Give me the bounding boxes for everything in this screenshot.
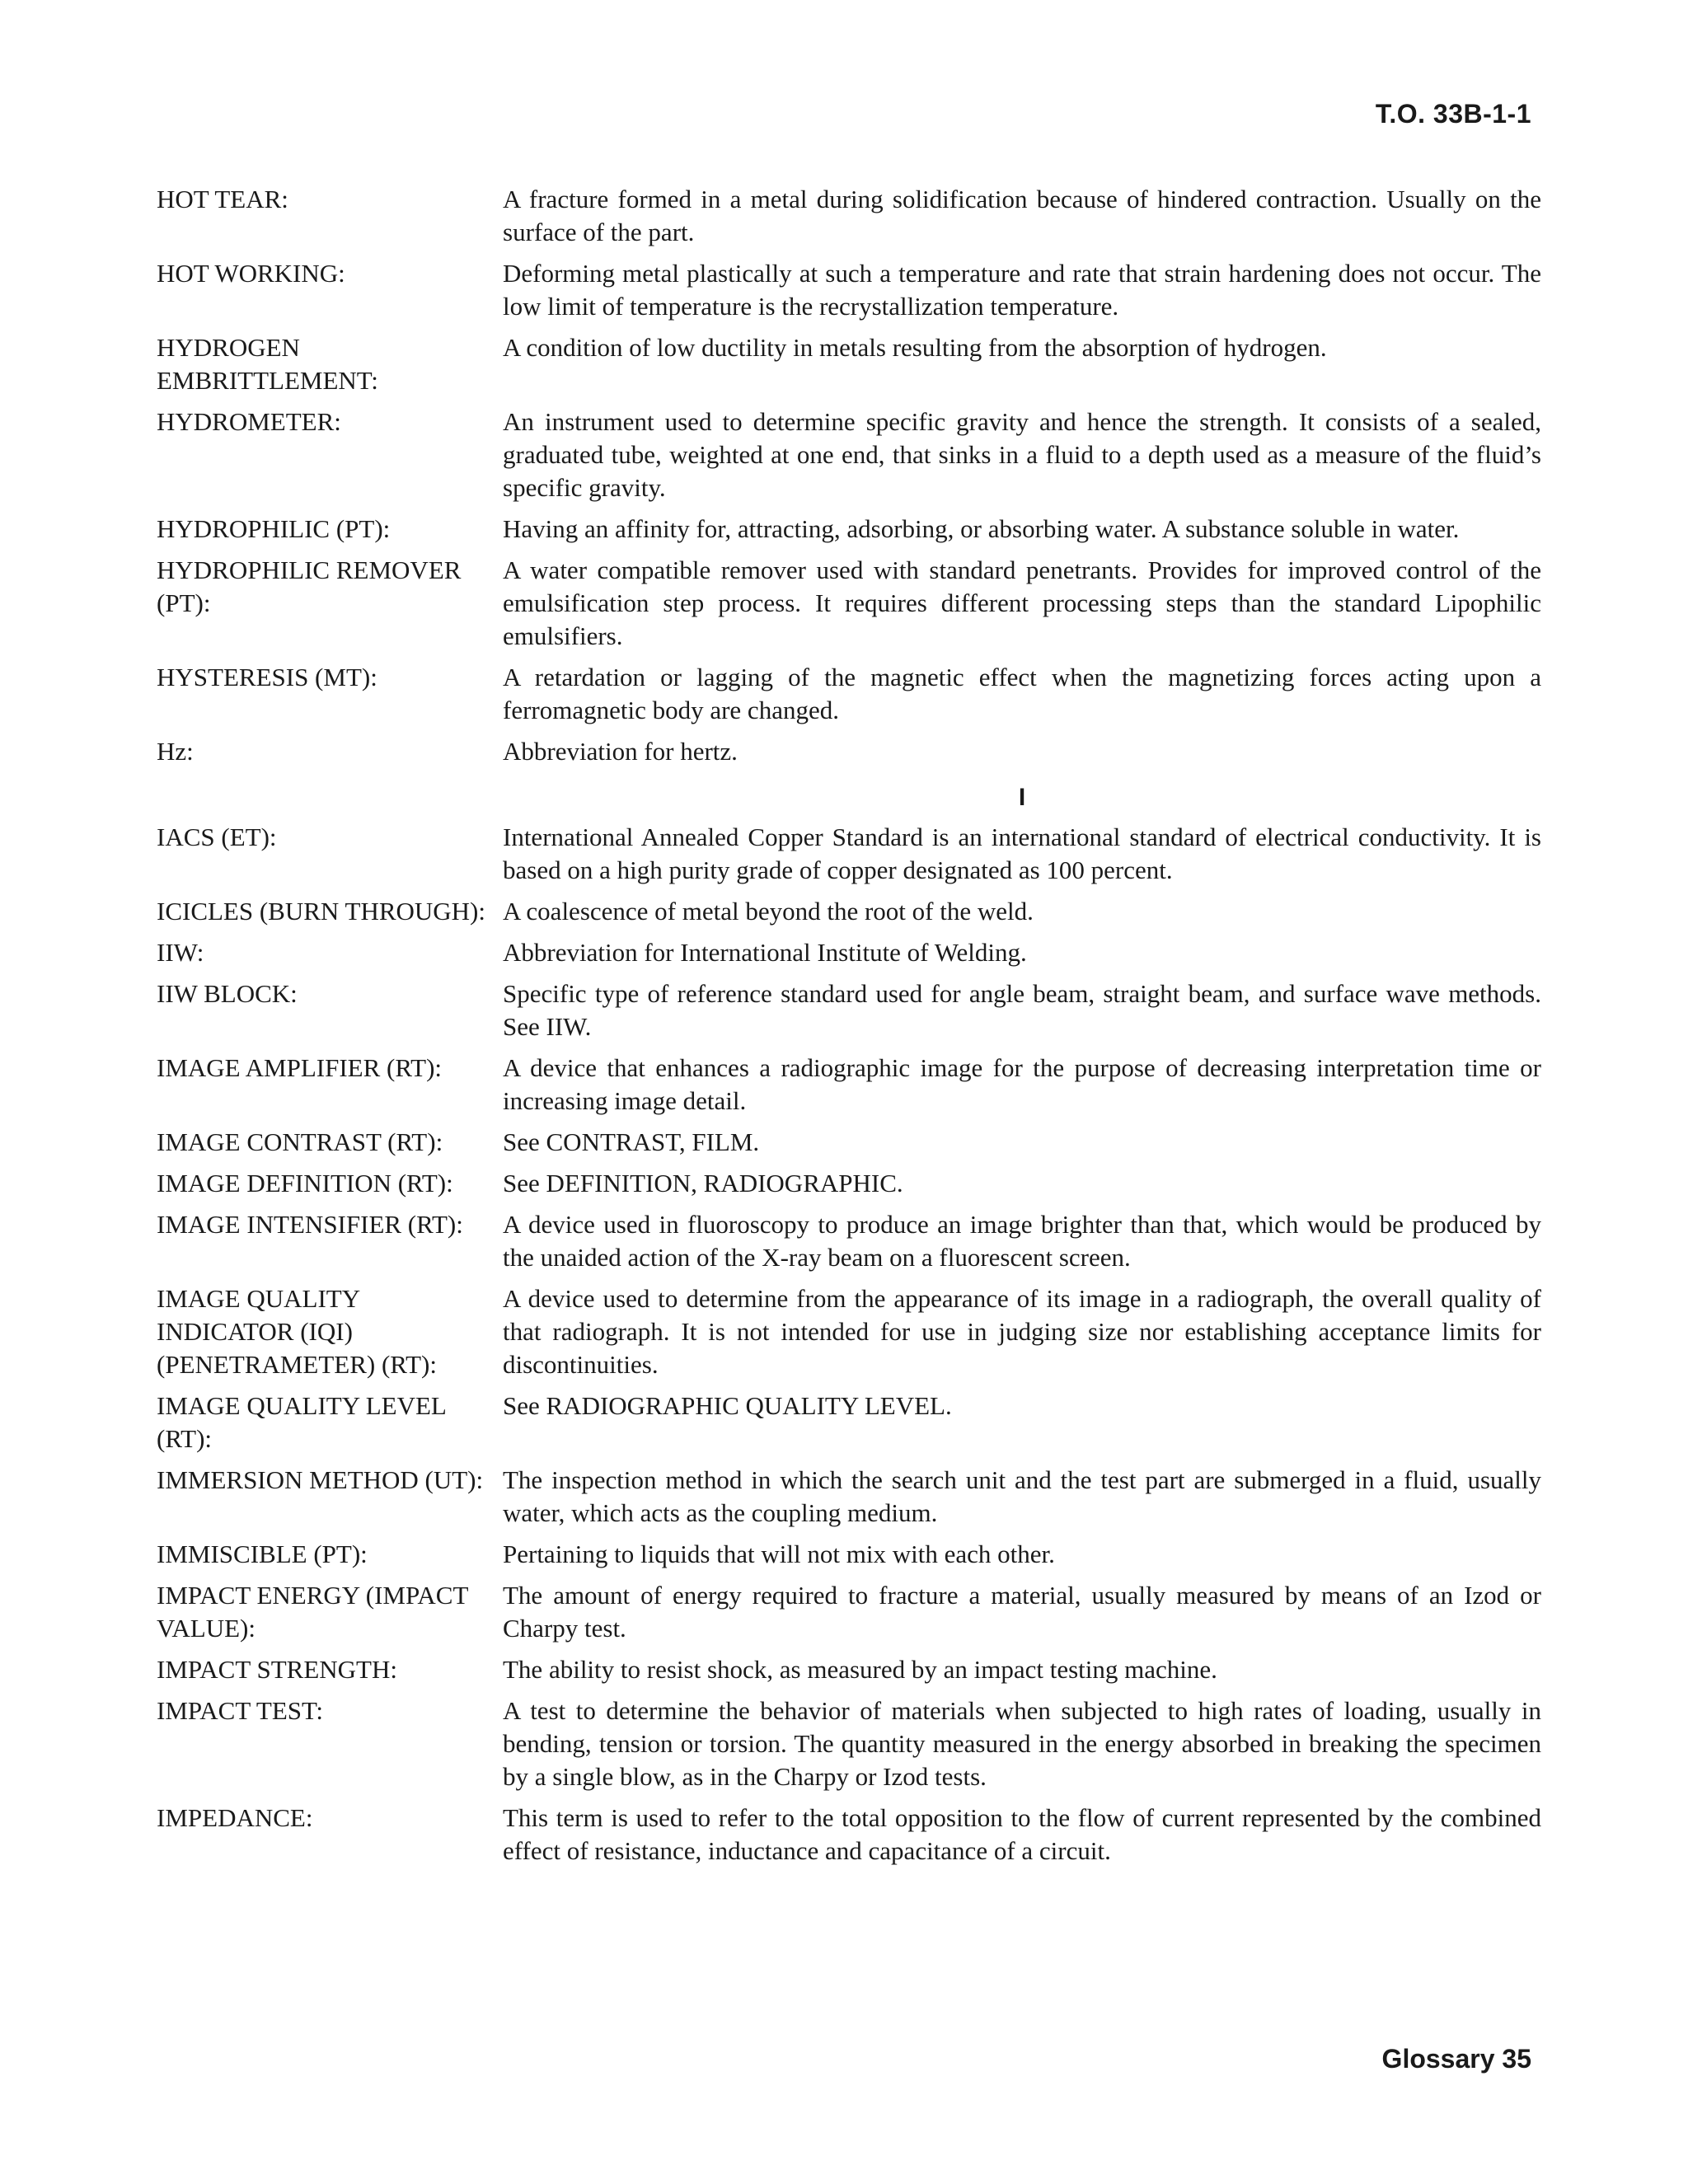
glossary-term: IMAGE CONTRAST (RT): (157, 1127, 443, 1156)
glossary-entry (157, 1802, 1541, 1868)
glossary-term: IMAGE INTENSIFIER (RT): (157, 1210, 463, 1239)
glossary-definition: A retardation or lagging of the magnetic effect when the magnetizing forces acting upon a ferromagnetic body are changed. (503, 663, 1541, 724)
glossary-term: IIW: (157, 938, 204, 967)
glossary-definition: Abbreviation for International Institute of Welding. (503, 938, 1027, 967)
glossary-definition: Deforming metal plastically at such a temperature and rate that strain hardening does not occur. The low limit of temperature is the recrystallization temperature. (503, 259, 1541, 321)
glossary-section-i (157, 821, 1541, 1868)
glossary-definition: The amount of energy required to fracture a material, usually measured by means of an Izod or Charpy test. (503, 1581, 1541, 1643)
glossary-definition: This term is used to refer to the total opposition to the flow of current represented by the combined effect of resistance, inductance and capacitance of a circuit. (503, 1803, 1541, 1865)
glossary-definition: See RADIOGRAPHIC QUALITY LEVEL. (503, 1391, 952, 1420)
glossary-definition: A device that enhances a radiographic image for the purpose of decreasing interpretation time or increasing image detail. (503, 1053, 1541, 1115)
glossary-term: IACS (ET): (157, 823, 277, 851)
glossary-definition: A device used in fluoroscopy to produce an image brighter than that, which would be produced by the unaided action of the X-ray beam on a fluorescent screen. (503, 1210, 1541, 1272)
glossary-definition: A condition of low ductility in metals resulting from the absorption of hydrogen. (503, 333, 1327, 362)
glossary-definition: A fracture formed in a metal during solidification because of hindered contraction. Usually on the surface of the part. (503, 185, 1541, 246)
page-footer: Glossary 35 (1381, 2044, 1531, 2074)
glossary-definition: Abbreviation for hertz. (503, 737, 738, 766)
glossary-term: IMAGE DEFINITION (RT): (157, 1169, 453, 1197)
glossary-term: Hz: (157, 737, 194, 766)
section-heading-i: I (1018, 784, 1026, 811)
glossary-definition: A test to determine the behavior of materials when subjected to high rates of loading, usually in bending, tension or torsion. The quantity measured in the energy absorbed in breaking the specimen by a single blow, as in the Charpy or Izod tests. (503, 1696, 1541, 1791)
glossary-term: IMAGE AMPLIFIER (RT): (157, 1053, 443, 1082)
glossary-entry (157, 895, 1541, 928)
glossary-term: HOT WORKING: (157, 259, 345, 288)
glossary-definition: A water compatible remover used with standard penetrants. Provides for improved control of the emulsification step process. It requires different processing steps than the standard Lipophilic emulsifiers. (503, 555, 1541, 650)
glossary-definition: Having an affinity for, attracting, adsorbing, or absorbing water. A substance soluble in water. (503, 514, 1460, 543)
glossary-definition: An instrument used to determine specific gravity and hence the strength. It consists of a sealed, graduated tube, weighted at one end, that sinks in a fluid to a depth used as a measure of the fluid’s specific gravity. (503, 407, 1541, 502)
glossary-entry (157, 405, 1541, 504)
glossary-entry (157, 183, 1541, 249)
glossary-term: HOT TEAR: (157, 185, 288, 213)
glossary-entry (157, 1390, 1541, 1455)
glossary-definition: A coalescence of metal beyond the root of the weld. (503, 897, 1034, 926)
glossary-term: IMPACT TEST: (157, 1696, 324, 1725)
glossary-term: IMPACT STRENGTH: (157, 1655, 397, 1684)
glossary-definition: International Annealed Copper Standard is an international standard of electrical conductivity. It is based on a high purity grade of copper designated as 100 percent. (503, 823, 1541, 884)
glossary-entry (157, 1694, 1541, 1793)
glossary-definition: Pertaining to liquids that will not mix with each other. (503, 1540, 1055, 1568)
glossary-entry (157, 1167, 1541, 1200)
glossary-section-h (157, 183, 1541, 768)
glossary-term: IIW BLOCK: (157, 979, 298, 1008)
glossary-term: HYDROPHILIC (PT): (157, 514, 391, 543)
glossary-term: HYDROPHILIC REMOVER (PT): (157, 555, 462, 617)
glossary-definition: See CONTRAST, FILM. (503, 1127, 760, 1156)
glossary-term: IMPACT ENERGY (IMPACT VALUE): (157, 1581, 468, 1643)
glossary-entry (157, 1052, 1541, 1118)
glossary-entry (157, 1282, 1541, 1381)
glossary-entry (157, 554, 1541, 653)
glossary-term: HYSTERESIS (MT): (157, 663, 377, 691)
glossary-entry (157, 1653, 1541, 1686)
glossary-entry (157, 1464, 1541, 1530)
glossary-definition: The inspection method in which the search unit and the test part are submerged in a fluid, usually water, which acts as the coupling medium. (503, 1465, 1541, 1527)
glossary-entry (157, 735, 1541, 768)
glossary-definition: A device used to determine from the appearance of its image in a radiograph, the overall quality of that radiograph. It is not intended for use in judging size nor establishing acceptance limits for discontinuities. (503, 1284, 1541, 1379)
glossary-term: IMAGE QUALITY INDICATOR (IQI) (PENETRAMETER) (RT): (157, 1284, 437, 1379)
glossary-entry (157, 331, 1541, 397)
glossary-term: IMMISCIBLE (PT): (157, 1540, 368, 1568)
glossary-term: IMPEDANCE: (157, 1803, 313, 1832)
glossary-term: ICICLES (BURN THROUGH): (157, 897, 485, 926)
glossary-entry (157, 977, 1541, 1043)
glossary-definition: The ability to resist shock, as measured by an impact testing machine. (503, 1655, 1217, 1684)
document-id: T.O. 33B-1-1 (1375, 99, 1531, 129)
glossary-entry (157, 1208, 1541, 1274)
glossary-definition: See DEFINITION, RADIOGRAPHIC. (503, 1169, 903, 1197)
glossary-list (157, 183, 1541, 1876)
glossary-entry (157, 821, 1541, 887)
glossary-entry (157, 1126, 1541, 1159)
glossary-term: IMAGE QUALITY LEVEL (RT): (157, 1391, 446, 1453)
glossary-definition: Specific type of reference standard used for angle beam, straight beam, and surface wave methods. See IIW. (503, 979, 1541, 1041)
glossary-entry (157, 936, 1541, 969)
glossary-entry (157, 257, 1541, 323)
glossary-term: HYDROGEN EMBRITTLEMENT: (157, 333, 378, 395)
glossary-term: HYDROMETER: (157, 407, 341, 436)
glossary-entry (157, 1538, 1541, 1571)
glossary-entry (157, 1579, 1541, 1645)
glossary-term: IMMERSION METHOD (UT): (157, 1465, 484, 1494)
glossary-entry (157, 661, 1541, 727)
glossary-entry (157, 513, 1541, 546)
